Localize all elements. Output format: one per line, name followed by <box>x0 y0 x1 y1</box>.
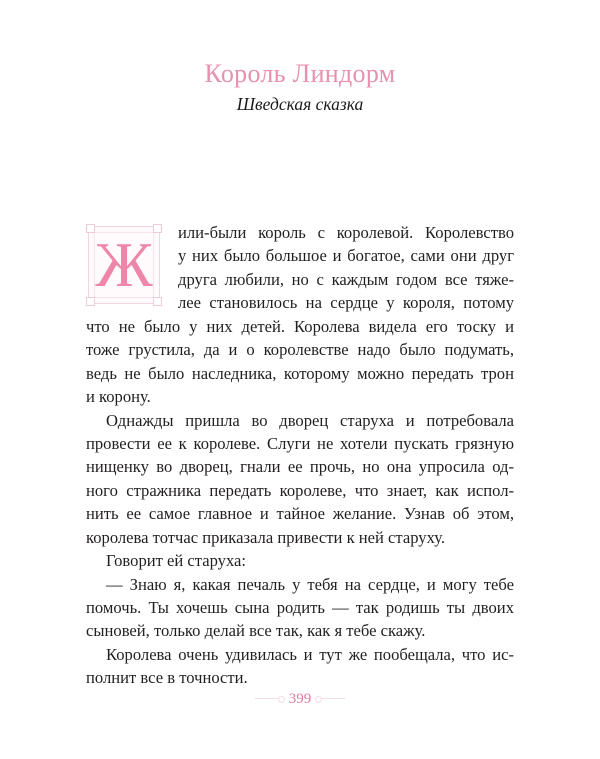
text-line: Королева очень удивилась и тут же пообещала, что ис- <box>106 644 514 664</box>
text-line: ведь не было наследника, которому можно передать трон <box>86 363 514 383</box>
text-line: — Знаю я, какая печаль у тебя на сердце, и могу тебе <box>106 574 514 594</box>
text-line: нить ее самое главное и тайное желание. Узнав об этом, <box>86 504 514 524</box>
story-text <box>86 221 514 690</box>
text-line: или-были король с королевой. Королевство <box>178 223 514 242</box>
text-line: провести ее к королеве. Слуги не хотели пускать грязную <box>86 433 514 453</box>
text-line: у них было большое и богатое, сами они друг <box>178 246 514 266</box>
text-line: нищенку во дворец, гнали ее прочь, но она упросила од- <box>86 457 514 477</box>
chapter-subtitle: Шведская сказка <box>236 94 364 114</box>
page-footer <box>0 688 600 709</box>
text-line: тоже грустила, да и о королевстве надо было подумать, <box>86 340 514 360</box>
text-line: полнит все в точности. <box>86 668 248 688</box>
text-line: друга любили, но с каждым годом все тяже- <box>178 269 514 289</box>
text-line: что не было у них детей. Королева видела его тоску и <box>86 316 514 336</box>
ornament-icon <box>255 696 285 702</box>
text-line: Говорит ей старуха: <box>106 551 247 571</box>
text-line: Однажды пришла во дворец старуха и потребовала <box>106 410 514 430</box>
ornament-icon <box>315 696 345 702</box>
page-number: 399 <box>288 691 312 707</box>
text-line: королева тотчас приказала привести к ней старуху. <box>86 527 446 547</box>
text-line: сыновей, только делай все так, как я тебе скажу. <box>86 621 426 641</box>
text-line: помочь. Ты хочешь сына родить — так родишь ты двоих <box>86 598 514 617</box>
drop-cap-letter: Ж <box>95 229 153 300</box>
chapter-title: Король Линдорм <box>204 59 396 88</box>
text-line: и корону. <box>86 387 151 407</box>
text-line: ного стражника передать королеве, что знает, как испол- <box>86 480 514 500</box>
text-line: лее становилось на сердце у короля, потому <box>178 293 514 313</box>
